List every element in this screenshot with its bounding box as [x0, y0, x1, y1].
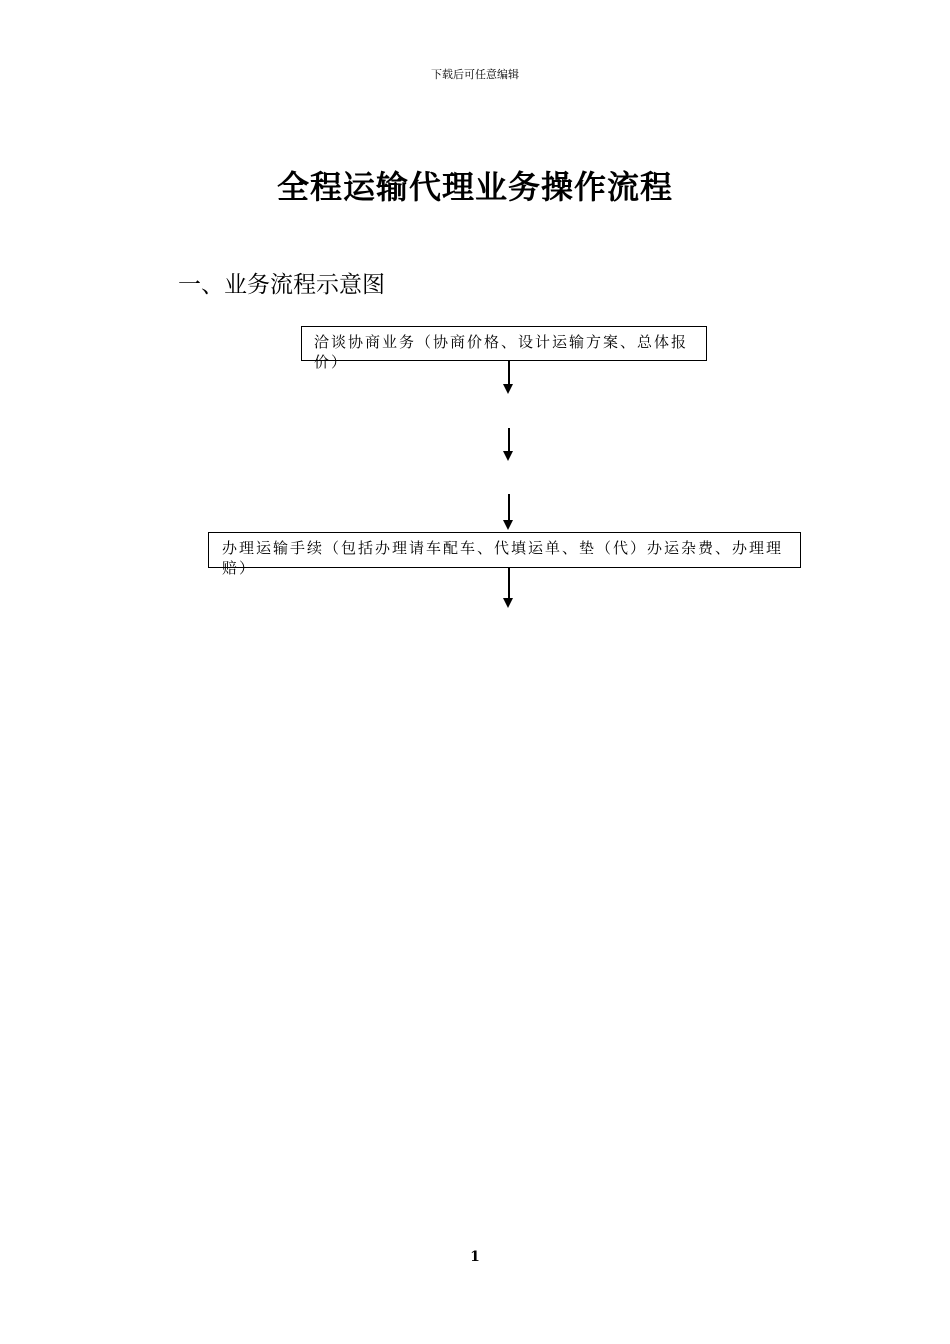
- flow-arrow-2: [503, 428, 515, 461]
- flow-arrow-3: [503, 494, 515, 530]
- page-number: 1: [470, 1249, 480, 1265]
- flow-arrow-4: [503, 568, 515, 608]
- document-title: 全程运输代理业务操作流程: [276, 168, 673, 206]
- page-header-note: 下载后可任意编辑: [431, 68, 519, 81]
- flow-step-transport-procedures: 办理运输手续（包括办理请车配车、代填运单、垫（代）办运杂费、办理理赔）: [208, 532, 801, 568]
- flow-arrow-1: [503, 361, 515, 394]
- flow-step-negotiation: 洽谈协商业务（协商价格、设计运输方案、总体报价）: [301, 326, 707, 361]
- section-heading: 一、业务流程示意图: [178, 272, 385, 298]
